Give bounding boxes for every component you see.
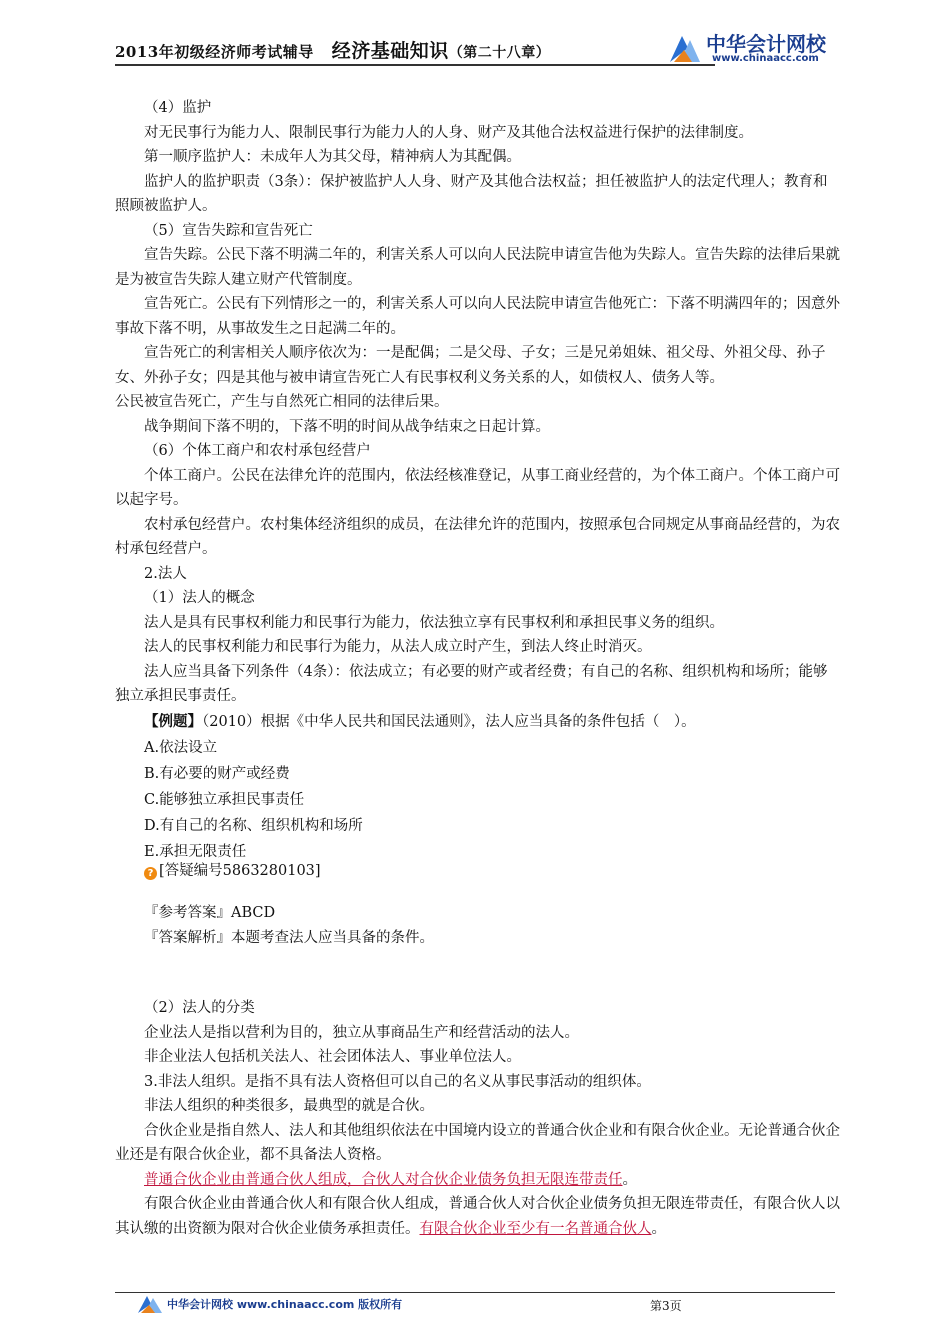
highlight-text: 普通合伙企业由普通合伙人组成，合伙人对合伙企业债务负担无限连带责任 <box>144 1171 623 1188</box>
answer: 『参考答案』ABCD <box>144 905 276 921</box>
paragraph: 2.法人 <box>144 565 187 582</box>
paragraph: 宣告死亡。公民有下列情形之一的，利害关系人可以向人民法院申请宣告他死亡：下落不明满四年的；因意外事故下落不明，从事故发生之日起满二年的。 <box>115 296 840 337</box>
paragraph: 非企业法人包括机关法人、社会团体法人、事业单位法人。 <box>144 1049 521 1065</box>
site-logo <box>668 28 838 68</box>
paragraph: （6）个体工商户和农村承包经营户 <box>144 443 371 459</box>
logo-mark-icon <box>668 30 702 64</box>
qa-number: [答疑编号5863280103] <box>159 862 321 879</box>
paragraph: 个体工商户。公民在法律允许的范围内，依法经核准登记，从事工商业经营的，为个体工商户。个体工商户可以起字号。 <box>115 467 840 508</box>
paragraph: 法人应当具备下列条件（4条）：依法成立；有必要的财产或者经费；有自己的名称、组织机构和场所；能够独立承担民事责任。 <box>115 663 828 704</box>
example-option: B.有必要的财产或经费 <box>144 765 290 782</box>
page-footer <box>115 1288 835 1318</box>
example-tag: 【例题】 <box>144 712 202 730</box>
paragraph: 法人是具有民事权利能力和民事行为能力，依法独立享有民事权利和承担民事义务的组织。 <box>144 614 724 631</box>
example-option: C.能够独立承担民事责任 <box>144 791 305 808</box>
example-stem: （2010）根据《中华人民共和国民法通则》，法人应当具备的条件包括（ ）。 <box>202 713 696 730</box>
highlight-end: 。 <box>651 1220 666 1237</box>
paragraph: （2）法人的分类 <box>144 1000 255 1016</box>
paragraph: 合伙企业是指自然人、法人和其他组织依法在中国境内设立的普通合伙企业和有限合伙企业。无论普通合伙企业还是有限合伙企业，都不具备法人资格。 <box>115 1122 840 1163</box>
footer-rule <box>115 1292 835 1293</box>
question-icon[interactable]: ? <box>144 867 157 880</box>
page-number: 第3页 <box>650 1299 682 1313</box>
logo-name: 中华会计网校 <box>706 32 826 56</box>
example-question <box>115 709 840 735</box>
paragraph: 战争期间下落不明的，下落不明的时间从战争结束之日起计算。 <box>144 418 550 435</box>
paragraph: 企业法人是指以营利为目的，独立从事商品生产和经营活动的法人。 <box>144 1024 579 1041</box>
header-title <box>115 36 550 63</box>
paragraph: 公民被宣告死亡，产生与自然死亡相同的法律后果。 <box>115 394 449 410</box>
analysis: 『答案解析』本题考查法人应当具备的条件。 <box>144 929 434 946</box>
logo-url: www.chinaacc.com <box>712 53 819 64</box>
paragraph: （5）宣告失踪和宣告死亡 <box>144 222 313 239</box>
paragraph: 第一顺序监护人：未成年人为其父母，精神病人为其配偶。 <box>144 149 521 165</box>
highlight-text: 有限合伙企业至少有一名普通合伙人 <box>419 1220 652 1237</box>
paragraph <box>115 1192 840 1241</box>
footer-brand: 中华会计网校 www.chinaacc.com 版权所有 <box>167 1298 403 1311</box>
paragraph: 法人的民事权利能力和民事行为能力，从法人成立时产生，到法人终止时消灭。 <box>144 639 652 655</box>
paragraph: （1）法人的概念 <box>144 590 255 606</box>
highlight-paragraph <box>115 1168 840 1193</box>
spacer <box>115 883 840 901</box>
paragraph: （4）监护 <box>144 100 212 116</box>
paragraph: 宣告失踪。公民下落不明满二年的，利害关系人可以向人民法院申请宣告他为失踪人。宣告失踪的法律后果就是为被宣告失踪人建立财产代管制度。 <box>115 247 840 288</box>
header-exam: 2013年初级经济师考试辅导 <box>115 43 314 61</box>
paragraph: 农村承包经营户。农村集体经济组织的成员，在法律允许的范围内，按照承包合同规定从事商品经营的，为农村承包经营户。 <box>115 516 840 557</box>
example-option: A.依法设立 <box>144 739 218 756</box>
page-header <box>115 28 835 68</box>
qa-number-row <box>115 859 840 884</box>
paragraph: 宣告死亡的利害相关人顺序依次为：一是配偶；二是父母、子女；三是兄弟姐妹、祖父母、外祖父母、孙子女、外孙子女；四是其他与被申请宣告死亡人有民事权利义务关系的人，如债权人、债务人等。 <box>115 345 826 386</box>
highlight-end: 。 <box>622 1171 637 1188</box>
header-rule <box>115 64 715 66</box>
example-option: D.有自己的名称、组织机构和场所 <box>144 817 363 834</box>
paragraph-text: 有限合伙企业由普通合伙人和有限合伙人组成，普通合伙人对合伙企业债务负担无限连带责任，有限合伙人以其认缴的出资额为限对合伙企业债务承担责任。 <box>115 1196 840 1237</box>
header-chapter: （第二十八章） <box>448 45 551 61</box>
paragraph: 监护人的监护职责（3条）：保护被监护人人身、财产及其他合法权益；担任被监护人的法定代理人；教育和照顾被监护人。 <box>115 173 828 214</box>
document-body <box>115 96 840 1241</box>
example-option: E.承担无限责任 <box>144 843 247 860</box>
paragraph: 非法人组织的种类很多，最典型的就是合伙。 <box>144 1098 434 1114</box>
spacer <box>115 950 840 996</box>
paragraph: 对无民事行为能力人、限制民事行为能力人的人身、财产及其他合法权益进行保护的法律制度。 <box>144 124 753 141</box>
paragraph: 3.非法人组织。是指不具有法人资格但可以自己的名义从事民事活动的组织体。 <box>144 1073 651 1090</box>
header-subject: 经济基础知识 <box>331 40 449 62</box>
footer-logo-icon <box>137 1292 163 1314</box>
